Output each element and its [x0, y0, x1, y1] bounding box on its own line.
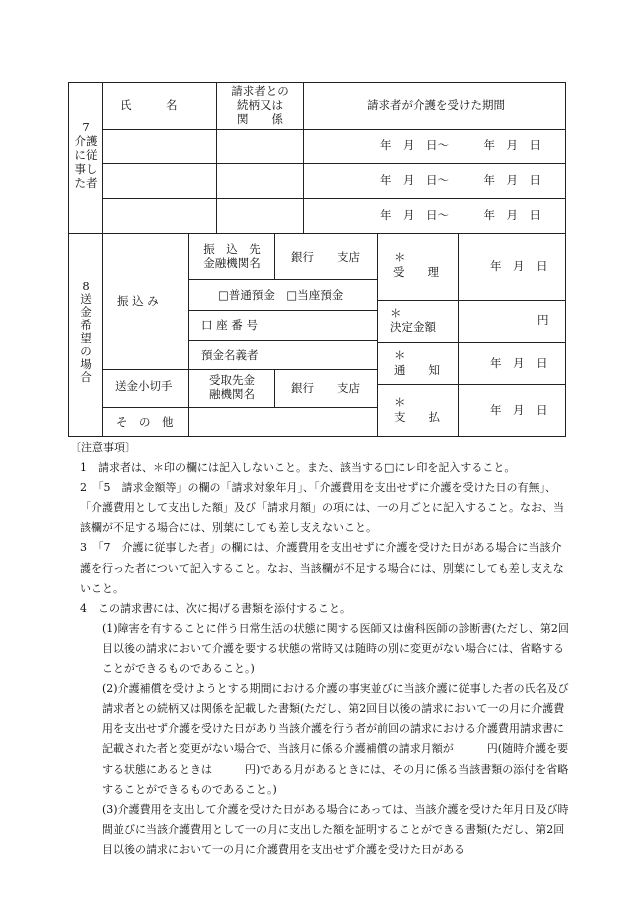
asterisk-kettei: ＊ [390, 306, 402, 320]
notes-section [72, 438, 572, 860]
notes-heading: 〔注意事項〕 [70, 441, 136, 454]
bank-value: 銀行 支店 [291, 250, 360, 264]
asterisk-juri: ＊ [394, 250, 406, 264]
deposit-type-checkboxes[interactable]: □普通預金 □当座預金 [218, 288, 344, 302]
period-row-1: 年 月 日～ 年 月 日 [380, 138, 541, 152]
section7-side-label: 7 介護 に従 事し た者 [74, 120, 98, 190]
yen-unit: 円 [537, 313, 549, 327]
period-row-3: 年 月 日～ 年 月 日 [380, 208, 541, 222]
kettei-label: 決定金額 [390, 320, 436, 334]
shiharai-label: 支 払 [394, 410, 440, 424]
furikomi-label: 振 込 み [117, 294, 159, 308]
note-4-2: (2)介護補償を受けようとする期間における介護の事実並びに当該介護に従事した者の氏名及び請求者との続柄又は関係を記載した書類(ただし、第2回目以後の請求において一の月に介護費用を支出せず介護を受けた日があり当該介護を行う者が前回の請求における介護費用請求書に記載された者と変更がない場合で、当該月に係る介護補償の請求月額が 円(随時介護を要する状態にあるときは 円)である月があるときには、その月に係る当該書類の添付を省略することができるものであること。) [102, 682, 569, 796]
note-2: 2 「5 請求金額等」の欄の「請求対象年月」、「介護費用を支出せずに介護を受けた日の有無」、「介護費用として支出した額」及び「請求月額」の項には、一の月ごとに記入すること。なお、当該欄が不足する場合には、別葉にしても差し支えないこと。 [80, 481, 564, 535]
header-period: 請求者が介護を受けた期間 [367, 98, 505, 112]
asterisk-tsuchi: ＊ [394, 348, 406, 362]
account-number-label: 口 座 番 号 [201, 318, 258, 332]
period-row-2: 年 月 日～ 年 月 日 [380, 173, 541, 187]
header-name: 氏 名 [120, 98, 178, 112]
receipt-bank-label: 受取先金 融機関名 [209, 373, 255, 401]
bank-label: 振 込 先 金融機関名 [203, 242, 261, 270]
note-4: 4 この請求書には、次に掲げる書類を添付すること。 [80, 601, 351, 615]
header-relation: 請求者との 続柄又は 関 係 [231, 84, 289, 126]
note-4-1: (1)障害を有することに伴う日常生活の状態に関する医師又は歯科医師の診断書(ただし、第2回目以後の請求において介護を要する状態の常時又は随時の別に変更がない場合には、省略することができるものであること。) [102, 621, 569, 676]
note-1: 1 請求者は、＊印の欄には記入しないこと。また、該当する□にレ印を記入すること。 [80, 461, 516, 475]
asterisk-shiharai: ＊ [394, 395, 406, 409]
note-3: 3 「7 介護に従事した者」の欄には、介護費用を支出せずに介護を受けた日がある場合に当該介護を行った者について記入すること。なお、当該欄が不足する場合には、別葉にしても差し支えないこと。 [80, 541, 564, 595]
section8-side-label: 8 送 金 希 望 の 場 合 [80, 279, 92, 384]
note-4-3: (3)介護費用を支出して介護を受けた日がある場合にあっては、当該介護を受けた年月日及び時間並びに当該介護費用として一の月に支出した額を証明することができる書類(ただし、第2回目以後の請求において一の月に介護費用を支出せず介護を受けた日がある [102, 802, 569, 856]
shiharai-date: 年 月 日 [490, 403, 548, 417]
receipt-bank-value: 銀行 支店 [291, 381, 360, 395]
check-label: 送金小切手 [115, 379, 173, 393]
other-label: そ の 他 [116, 415, 174, 429]
juri-label: 受 理 [393, 265, 439, 279]
tsuchi-date: 年 月 日 [490, 356, 548, 370]
account-holder-label: 預金名義者 [201, 348, 259, 362]
juri-date: 年 月 日 [490, 259, 548, 273]
tsuchi-label: 通 知 [394, 363, 440, 377]
